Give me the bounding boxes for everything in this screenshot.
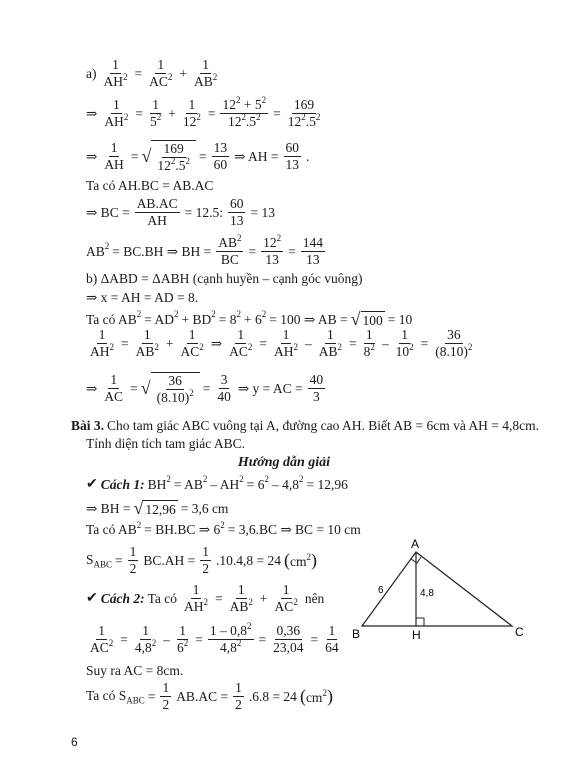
- triangle-abc: [362, 552, 512, 626]
- c1-line2: ⇒ BH = √ 12,96 = 3,6 cm: [86, 498, 229, 518]
- label-side-ab: 6: [378, 585, 384, 596]
- c2-line3: Suy ra AC = 8cm.: [86, 663, 184, 678]
- check-icon: ✔: [86, 591, 98, 607]
- page-number: 6: [71, 735, 78, 749]
- eq-a5: ⇒ BC = $\frac{AB.AC}{AH}$ = 12.5: $\frac{60}{13}$ = 13: [86, 196, 275, 229]
- c2-line2: $\frac{1}{AC^2}$ = $\frac{1}{4,8^2}$ – $\frac{1}{6^2}$ = $\frac{1 - 0,8^2}{4,8^2}$ = $\frac{0,36}{23,04}$ = $\frac{1}{64}$: [90, 620, 339, 656]
- check-icon: ✔: [86, 477, 98, 492]
- triangle-figure: [352, 538, 532, 643]
- label-b: B: [352, 627, 361, 641]
- c1-line1: ✔ Cách 1: $BH^2$ = $AB^2$ – $AH^2$ = $6^2$ – $4,8^2$ = 12,96: [86, 474, 348, 492]
- eq-a2: ⇒ $\frac{1}{AH^2}$ = $\frac{1}{5^2}$ + $\frac{1}{12^2}$ = $\frac{12^2 + 5^2}{12^2.5^2}$ = $\frac{169}{12^2.5^2}$: [86, 94, 321, 130]
- c2-line1: ✔ Cách 2: Ta có $\frac{1}{AH^2}$ = $\frac{1}{AB^2}$ + $\frac{1}{AC^2}$ nên: [86, 582, 325, 615]
- frac: $\frac{1}{AC^2}$: [149, 57, 173, 90]
- right-angle-h: [416, 618, 424, 626]
- label-a: A: [411, 538, 420, 551]
- text-b1: b) ΔABD = ΔABH (cạnh huyền – cạnh góc vuông): [86, 271, 363, 286]
- label-side-ah: 4,8: [420, 588, 434, 599]
- problem3-text2: Tính diện tích tam giác ABC.: [86, 436, 245, 451]
- eq-b4: $\frac{1}{AH^2}$ = $\frac{1}{AB^2}$ + $\frac{1}{AC^2}$ ⇒ $\frac{1}{AC^2}$ = $\frac{1}{AH^2}$ – $\frac{1}{AB^2}$ = $\frac{1}{8^2}$ – $\frac{1}{10^2}$ = $\frac{36}{(8.10)^2}$: [90, 327, 473, 360]
- label-c: C: [515, 625, 524, 639]
- c2-line4: Ta có $S_{ABC}$ = $\frac{1}{2}$ AB.AC = $\frac{1}{2}$ .6.8 = 24 $(cm^2)$: [86, 680, 333, 713]
- eq-b3: Ta có $AB^2$ = $AD^2$ + $BD^2$ = $8^2$ + $6^2$ = 100 ⇒ AB = √ 100 = 10: [86, 309, 413, 329]
- eq-b5: ⇒ $\frac{1}{AC}$ = √ $\frac{36}{(8.10)^2}$ = $\frac{3}{40}$ ⇒ y = AC = $\frac{40}{3}$: [86, 372, 324, 406]
- c1-line3: Ta có $AB^2$ = BH.BC ⇒ $6^2$ = 3,6.BC ⇒ BC = 10 cm: [86, 519, 361, 537]
- guide-title: Hướng dẫn giải: [237, 455, 331, 470]
- text-b2: ⇒ x = AH = AD = 8.: [86, 290, 199, 305]
- eq-a3: ⇒ $\frac{1}{AH}$ = √ $\frac{169}{12^2.5^2}$ = $\frac{13}{60}$ ⇒ AH = $\frac{60}{13}$ .: [86, 140, 310, 174]
- label-h: H: [412, 628, 421, 642]
- eq-a1: a) $\frac{1}{AH^2}$ = $\frac{1}{AC^2}$ + $\frac{1}{AB^2}$: [86, 57, 218, 90]
- frac: $\frac{1}{AH^2}$: [103, 57, 128, 90]
- problem3-text: Bài 3. Cho tam giác ABC vuông tại A, đường cao AH. Biết AB = 6cm và AH = 4,8cm.: [71, 418, 540, 433]
- frac: $\frac{1}{AB^2}$: [194, 57, 218, 90]
- c1-line4: $S_{ABC}$ = $\frac{1}{2}$ BC.AH = $\frac{1}{2}$ .10.4,8 = 24 $(cm^2)$: [86, 544, 318, 577]
- text-a4: Ta có AH.BC = AB.AC: [86, 178, 214, 193]
- eq-a6: $AB^2$ = BC.BH ⇒ BH = $\frac{AB^2}{BC}$ = $\frac{12^2}{13}$ = $\frac{144}{13}$: [86, 232, 323, 268]
- sqrt: √ $\frac{169}{12^2.5^2}$: [141, 140, 196, 173]
